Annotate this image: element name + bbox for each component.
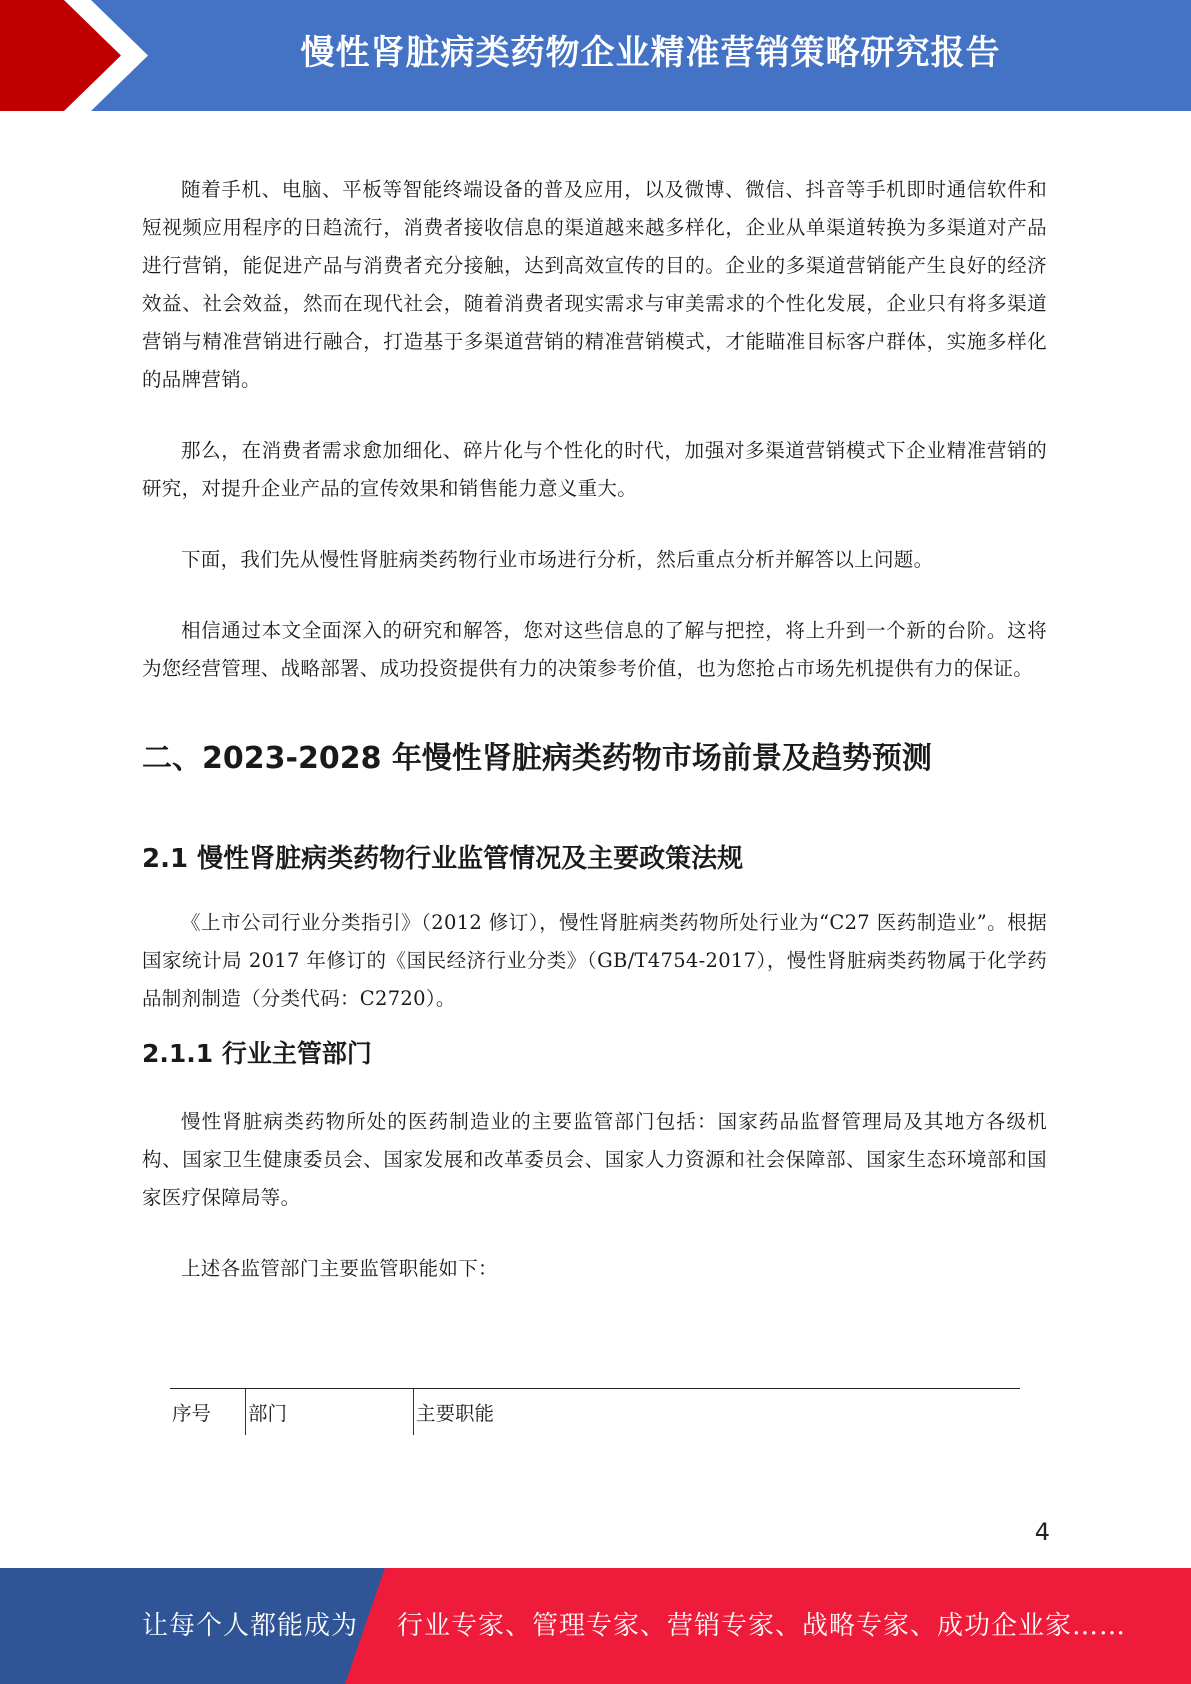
- section-heading: 二、2023-2028 年慢性肾脏病类药物市场前景及趋势预测: [142, 741, 932, 776]
- paragraph-analysis-plan: 下面，我们先从慢性肾脏病类药物行业市场进行分析，然后重点分析并解答以上问题。: [181, 548, 934, 571]
- report-title: 慢性肾脏病类药物企业精准营销策略研究报告: [300, 33, 1001, 73]
- subsubsection-heading: 2.1.1 行业主管部门: [142, 1039, 372, 1068]
- paragraph-regulators: 慢性肾脏病类药物所处的医药制造业的主要监管部门包括：国家药品监督管理局及其地方各级机构、国家卫生健康委员会、国家发展和改革委员会、国家人力资源和社会保障部、国家生态环境部和国家医疗保障局等。: [142, 1110, 1047, 1209]
- paragraph-research-significance: 那么，在消费者需求愈加细化、碎片化与个性化的时代，加强对多渠道营销模式下企业精准营销的研究，对提升企业产品的宣传效果和销售能力意义重大。: [142, 439, 1047, 500]
- regulator-table: [170, 1388, 1020, 1435]
- footer-slogan-left: 让每个人都能成为: [142, 1611, 359, 1641]
- table-header-index: 序号: [172, 1402, 212, 1425]
- table-header-department: 部门: [245, 1389, 413, 1435]
- page-number: 4: [1034, 1518, 1050, 1546]
- paragraph-intro: 随着手机、电脑、平板等智能终端设备的普及应用，以及微博、微信、抖音等手机即时通信软件和短视频应用程序的日趋流行，消费者接收信息的渠道越来越多样化，企业从单渠道转换为多渠道对产品进行营销，能促进产品与消费者充分接触，达到高效宣传的目的。企业的多渠道营销能产生良好的经济效益、社会效益，然而在现代社会，随着消费者现实需求与审美需求的个性化发展，企业只有将多渠道营销与精准营销进行融合，打造基于多渠道营销的精准营销模式，才能瞄准目标客户群体，实施多样化的品牌营销。: [142, 178, 1047, 391]
- header-banner: [0, 0, 1191, 111]
- table-header-function: 主要职能: [413, 1389, 1020, 1435]
- main-content: [142, 171, 1047, 1288]
- paragraph-table-intro: 上述各监管部门主要监管职能如下：: [181, 1257, 498, 1280]
- footer-slogan-right: 行业专家、管理专家、营销专家、战略专家、成功企业家……: [397, 1611, 1127, 1641]
- footer-banner: [0, 1568, 1191, 1684]
- header-arrow-decoration: [0, 0, 160, 111]
- subsection-heading: 2.1 慢性肾脏病类药物行业监管情况及主要政策法规: [142, 844, 744, 874]
- table-header-row: [170, 1389, 1020, 1435]
- paragraph-industry-classification: 《上市公司行业分类指引》（2012 修订），慢性肾脏病类药物所处行业为“C27 医药制造业”。根据国家统计局 2017 年修订的《国民经济行业分类》（GB/T4754-2017），慢性肾脏病类药物属于化学药品制剂制造（分类代码：C2720）。: [142, 911, 1047, 1010]
- paragraph-value-statement: 相信通过本文全面深入的研究和解答，您对这些信息的了解与把控，将上升到一个新的台阶。这将为您经营管理、战略部署、成功投资提供有力的决策参考价值，也为您抢占市场先机提供有力的保证。: [142, 619, 1047, 680]
